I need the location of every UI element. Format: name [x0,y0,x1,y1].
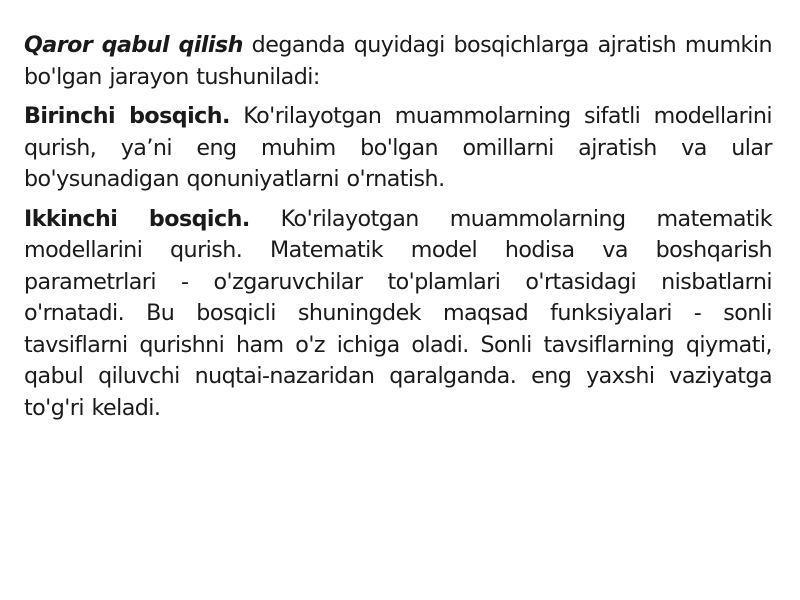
paragraph-text: deganda quyidagi bosqichlarga ajratish mumkin bo'lgan jarayon tushuniladi: [24,32,772,90]
stage-heading: Ikkinchi bosqich. [24,205,250,232]
paragraph-definition [24,30,772,93]
term-heading: Qaror qabul qilish [24,32,243,58]
paragraph-text: Ko'rilayotgan muammolarning matematik modellarini qurish. Matematik model hodisa va boshqarish parametrlari - o'zgaruvchilar to'plamlari o'rtasidagi nisbatlarni o'rnatadi. Bu bosqicli shuningdek maqsad funksiyalari - sonli tavsiflarni qurishni ham o'z ichiga oladi. Sonli tavsiflarning qiymati, qabul qiluvchi nuqtai-nazaridan qaralganda. eng yaxshi vaziyatga to'g'ri keladi. [24,205,772,421]
paragraph-text: Ko'rilayotgan muammolarning sifatli modellarini qurish, ya’ni eng muhim bo'lgan omillarni ajratish va ular bo'ysunadigan qonuniyatlarni o'rnatish. [24,103,772,192]
paragraph-stage-one [24,101,772,196]
stage-heading: Birinchi bosqich. [24,103,230,129]
paragraph-stage-two [24,204,772,425]
